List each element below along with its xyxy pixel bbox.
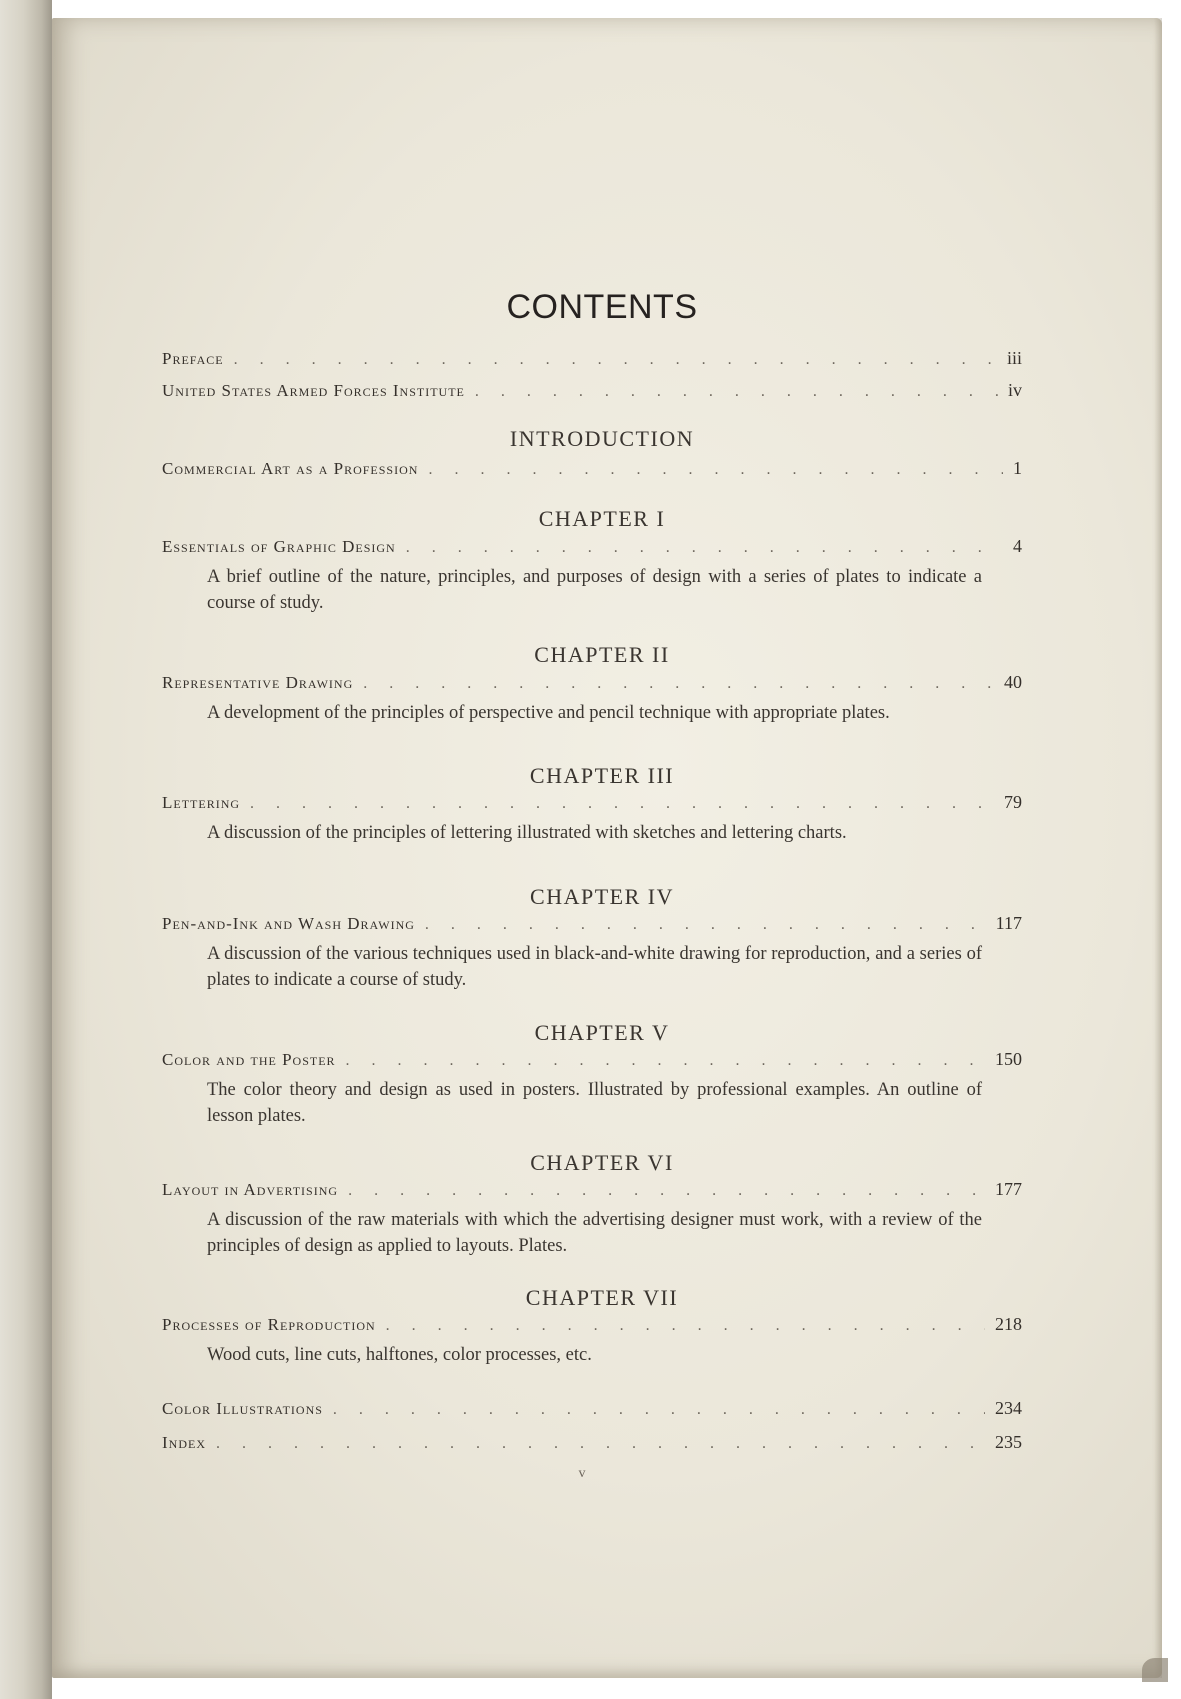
chapter-heading-7: CHAPTER VII xyxy=(525,1285,679,1310)
page-edge-shadow xyxy=(1154,18,1162,1678)
toc-entry-chapter-3[interactable] xyxy=(162,792,1022,818)
toc-entry-introduction[interactable] xyxy=(162,458,1022,484)
toc-entry-title: Lettering xyxy=(162,793,241,812)
dot-leader xyxy=(406,539,1003,557)
chapter-heading-2: CHAPTER II xyxy=(534,642,670,667)
toc-entry-chapter-6[interactable] xyxy=(162,1179,1022,1205)
dot-leader xyxy=(216,1435,985,1453)
toc-entry-page: 235 xyxy=(995,1432,1022,1452)
dot-leader xyxy=(428,461,1003,479)
book-page xyxy=(52,18,1162,1678)
toc-entry-preface[interactable] xyxy=(162,348,1022,374)
chapter-description: The color theory and design as used in posters. Illustrated by professional examples. An outline of lesson plates. xyxy=(207,1080,982,1126)
toc-entry-title: Pen-and-Ink and Wash Drawing xyxy=(162,914,415,933)
toc-entry-page: 177 xyxy=(995,1179,1022,1199)
toc-entry-page: iii xyxy=(1006,348,1022,368)
chapter-heading-4: CHAPTER IV xyxy=(530,884,674,909)
toc-entry-chapter-7[interactable] xyxy=(162,1314,1022,1340)
section-heading-introduction: INTRODUCTION xyxy=(509,426,695,451)
dot-leader xyxy=(333,1401,985,1419)
toc-entry-title: Commercial Art as a Profession xyxy=(162,459,419,478)
chapter-description: A development of the principles of perspective and pencil technique with appropriate plates. xyxy=(207,703,890,723)
toc-entry-page: 4 xyxy=(1013,536,1022,556)
dot-leader xyxy=(234,351,997,369)
toc-entry-page: iv xyxy=(1007,380,1022,400)
toc-entry-title: Layout in Advertising xyxy=(162,1180,339,1199)
toc-entry-page: 40 xyxy=(1004,672,1022,692)
toc-entry-usafi[interactable] xyxy=(162,380,1022,406)
toc-entry-title: Preface xyxy=(162,349,224,368)
toc-entry-page: 234 xyxy=(995,1398,1022,1418)
chapter-description: A discussion of the raw materials with which the advertising designer must work, with a review of the principles of design as applied to layouts. Plates. xyxy=(207,1210,982,1256)
dot-leader xyxy=(348,1182,985,1200)
dot-leader xyxy=(363,675,994,693)
toc-entry-page: 79 xyxy=(1004,792,1022,812)
toc-entry-title: Processes of Reproduction xyxy=(162,1315,376,1334)
toc-entry-page: 117 xyxy=(995,913,1022,933)
book-spine-edge xyxy=(0,0,52,1699)
chapter-description: A discussion of the principles of lettering illustrated with sketches and lettering charts. xyxy=(207,823,847,843)
chapter-description: A brief outline of the nature, principles, and purposes of design with a series of plates to indicate a course of study. xyxy=(207,567,982,613)
chapter-heading-1: CHAPTER I xyxy=(538,506,666,531)
dot-leader xyxy=(346,1052,985,1070)
toc-entry-page: 1 xyxy=(1013,458,1022,478)
chapter-heading-3: CHAPTER III xyxy=(529,763,675,788)
toc-entry-title: Index xyxy=(162,1433,206,1452)
toc-entry-page: 218 xyxy=(995,1314,1022,1334)
dot-leader xyxy=(425,916,986,934)
toc-entry-title: Color and the Poster xyxy=(162,1050,336,1069)
page-title: CONTENTS xyxy=(506,288,698,326)
page-folio: v xyxy=(578,1466,586,1481)
chapter-description: Wood cuts, line cuts, halftones, color processes, etc. xyxy=(207,1345,592,1365)
contents-list xyxy=(162,18,1112,1678)
toc-entry-color-illustrations[interactable] xyxy=(162,1398,1022,1424)
chapter-heading-5: CHAPTER V xyxy=(534,1020,670,1045)
toc-entry-title: Essentials of Graphic Design xyxy=(162,537,396,556)
chapter-description: A discussion of the various techniques used in black-and-white drawing for reproduction, and a series of plates to indicate a course of study. xyxy=(207,944,982,990)
worn-corner xyxy=(1142,1658,1168,1682)
toc-entry-title: United States Armed Forces Institute xyxy=(162,381,465,400)
toc-entry-chapter-5[interactable] xyxy=(162,1049,1022,1075)
dot-leader xyxy=(250,795,994,813)
toc-entry-chapter-2[interactable] xyxy=(162,672,1022,698)
toc-entry-index[interactable] xyxy=(162,1432,1022,1458)
toc-entry-chapter-1[interactable] xyxy=(162,536,1022,562)
chapter-heading-6: CHAPTER VI xyxy=(530,1150,674,1175)
toc-entry-title: Representative Drawing xyxy=(162,673,354,692)
dot-leader xyxy=(475,383,998,401)
dot-leader xyxy=(386,1317,985,1335)
toc-entry-page: 150 xyxy=(995,1049,1022,1069)
toc-entry-title: Color Illustrations xyxy=(162,1399,323,1418)
toc-entry-chapter-4[interactable] xyxy=(162,913,1022,939)
